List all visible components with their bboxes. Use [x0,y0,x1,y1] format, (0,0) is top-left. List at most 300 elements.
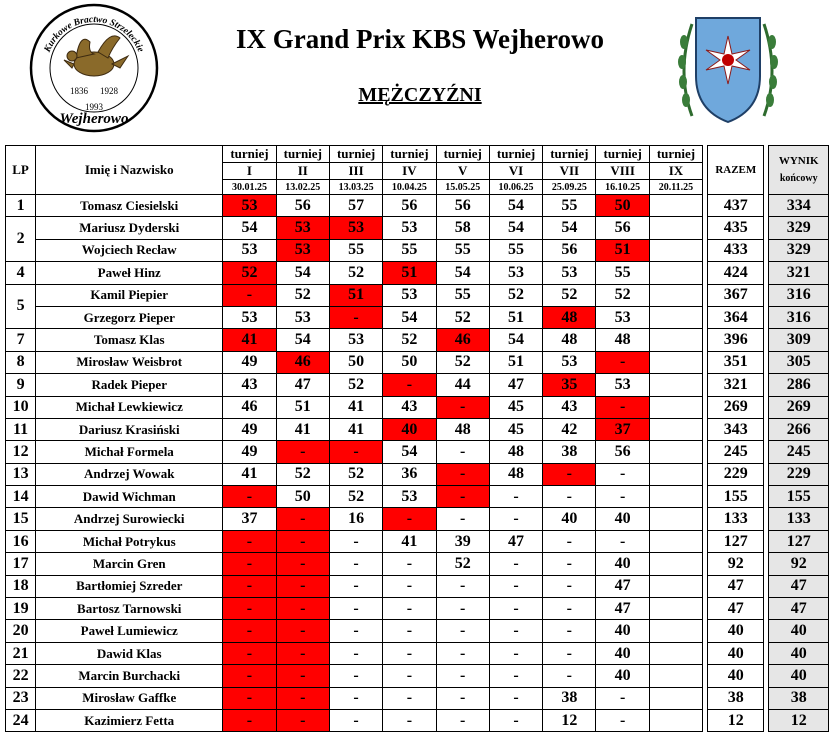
razem-cell: 424 [708,262,764,284]
tournament-date: 13.03.25 [329,180,382,195]
score-cell: 52 [276,284,329,306]
score-cell: - [329,306,382,328]
score-cell: - [329,709,382,731]
lp-header: LP [6,146,36,195]
score-cell [649,665,702,687]
score-cell: - [489,508,542,530]
player-name: Mirosław Weisbrot [36,351,223,373]
table-row [6,553,829,575]
wynik-cell: 309 [769,329,829,351]
rank-cell: 15 [6,508,36,530]
player-name: Paweł Lumiewicz [36,620,223,642]
tournament-label: turniej [543,146,596,163]
rank-cell: 18 [6,575,36,597]
score-cell: - [223,620,276,642]
table-row [6,665,829,687]
score-cell: 40 [596,665,649,687]
score-cell: 53 [276,217,329,239]
score-cell: - [543,463,596,485]
wynik-header-line1: WYNIK [778,155,819,167]
tournament-date: 10.04.25 [383,180,436,195]
rank-cell: 17 [6,553,36,575]
score-cell: 53 [383,486,436,508]
score-cell: 53 [383,284,436,306]
wejherowo-coat-of-arms-icon [670,2,786,132]
rank-cell: 10 [6,396,36,418]
score-cell: 41 [223,329,276,351]
score-cell: 55 [489,239,542,261]
score-cell [649,418,702,440]
wynik-cell: 38 [769,687,829,709]
score-cell: 53 [329,329,382,351]
score-cell: - [543,642,596,664]
page-title: IX Grand Prix KBS Wejherowo [235,24,605,54]
score-cell: - [276,687,329,709]
player-name: Grzegorz Pieper [36,306,223,328]
score-cell: - [276,553,329,575]
score-cell: 55 [383,239,436,261]
player-name: Dawid Wichman [36,486,223,508]
player-name: Paweł Hinz [36,262,223,284]
player-name: Kamil Piepier [36,284,223,306]
name-header: Imię i Nazwisko [36,146,223,195]
table-row [6,374,829,396]
wynik-cell: 92 [769,553,829,575]
razem-cell: 47 [708,575,764,597]
score-cell: - [596,709,649,731]
score-cell: 53 [223,306,276,328]
razem-cell: 351 [708,351,764,373]
score-cell: - [436,575,489,597]
wynik-cell: 40 [769,642,829,664]
score-cell [649,553,702,575]
score-cell: 40 [383,418,436,440]
rank-cell: 22 [6,665,36,687]
table-row [6,575,829,597]
score-cell: 50 [329,351,382,373]
score-cell: 43 [223,374,276,396]
score-cell [649,575,702,597]
table-row [6,687,829,709]
razem-cell: 155 [708,486,764,508]
score-cell: - [223,642,276,664]
score-cell: - [436,441,489,463]
score-cell: 46 [223,396,276,418]
score-cell: - [543,486,596,508]
score-cell: - [383,598,436,620]
score-cell: - [543,598,596,620]
rank-cell: 14 [6,486,36,508]
razem-cell: 47 [708,598,764,620]
table-row [6,418,829,440]
score-cell: 37 [223,508,276,530]
tournament-label: turniej [383,146,436,163]
tournament-number: IV [383,163,436,180]
score-cell: - [543,665,596,687]
score-cell: 53 [596,306,649,328]
score-cell: 51 [383,262,436,284]
score-cell [649,598,702,620]
score-cell: - [329,441,382,463]
player-name: Marcin Burchacki [36,665,223,687]
score-cell: - [329,665,382,687]
score-cell: 52 [329,374,382,396]
score-cell: 41 [223,463,276,485]
rank-cell: 4 [6,262,36,284]
score-cell: 54 [489,217,542,239]
score-cell: 53 [276,239,329,261]
table-row [6,217,829,239]
rank-cell: 13 [6,463,36,485]
tournament-number: I [223,163,276,180]
score-cell: 53 [223,239,276,261]
score-cell: 39 [436,530,489,552]
tournament-number: VII [543,163,596,180]
score-cell: - [489,598,542,620]
score-cell: 52 [329,262,382,284]
score-cell [649,486,702,508]
razem-cell: 433 [708,239,764,261]
results-table [5,145,829,732]
table-row [6,463,829,485]
score-cell: 46 [276,351,329,373]
score-cell: - [543,575,596,597]
razem-cell: 92 [708,553,764,575]
table-row [6,598,829,620]
razem-cell: 127 [708,530,764,552]
tournament-number: V [436,163,489,180]
player-name: Tomasz Klas [36,329,223,351]
score-cell [649,239,702,261]
score-cell: - [596,351,649,373]
score-cell: 58 [436,217,489,239]
score-cell: 41 [329,418,382,440]
table-row [6,351,829,373]
score-cell: 53 [596,374,649,396]
wynik-cell: 286 [769,374,829,396]
score-cell: - [223,486,276,508]
score-cell [649,306,702,328]
score-cell: 52 [489,284,542,306]
score-cell: - [383,575,436,597]
score-cell [649,374,702,396]
score-cell: 51 [329,284,382,306]
score-cell: - [223,284,276,306]
score-cell: 47 [489,530,542,552]
score-cell: 52 [329,486,382,508]
score-cell: - [489,709,542,731]
tournament-label: turniej [223,146,276,163]
tournament-date: 25.09.25 [543,180,596,195]
score-cell: - [596,530,649,552]
wynik-cell: 47 [769,575,829,597]
player-name: Andrzej Wowak [36,463,223,485]
score-cell: - [223,709,276,731]
score-cell: 52 [436,553,489,575]
player-name: Dawid Klas [36,642,223,664]
score-cell: 49 [223,351,276,373]
score-cell: 51 [489,351,542,373]
score-cell: 49 [223,441,276,463]
rank-cell: 23 [6,687,36,709]
wynik-header [769,146,829,195]
score-cell: 48 [436,418,489,440]
score-cell: - [276,709,329,731]
score-cell [649,687,702,709]
player-name: Andrzej Surowiecki [36,508,223,530]
score-cell: 53 [329,217,382,239]
wynik-cell: 305 [769,351,829,373]
score-cell: - [436,396,489,418]
rank-cell: 21 [6,642,36,664]
score-cell: 43 [383,396,436,418]
table-row [6,508,829,530]
table-row [6,441,829,463]
score-cell: - [329,553,382,575]
score-cell: - [436,642,489,664]
score-cell: 53 [223,195,276,217]
seal-year-bottom: 1993 [85,102,103,112]
table-row [6,709,829,731]
score-cell: 54 [383,441,436,463]
score-cell: - [436,598,489,620]
score-cell [649,217,702,239]
seal-top-text: Kurkowe Bractwo Strzeleckie [42,14,146,54]
score-cell: 56 [383,195,436,217]
score-cell: 40 [596,553,649,575]
score-cell: - [596,687,649,709]
score-cell: 40 [596,508,649,530]
wynik-cell: 334 [769,195,829,217]
score-cell: - [489,575,542,597]
score-cell: - [276,642,329,664]
score-cell: - [543,530,596,552]
score-cell: - [383,642,436,664]
score-cell: 50 [276,486,329,508]
score-cell: 52 [383,329,436,351]
tournament-number: VIII [596,163,649,180]
rank-cell: 8 [6,351,36,373]
score-cell: - [383,553,436,575]
score-cell: - [223,553,276,575]
score-cell: 48 [596,329,649,351]
score-cell: 53 [383,217,436,239]
score-cell: 51 [276,396,329,418]
score-cell: - [329,575,382,597]
score-cell: 56 [436,195,489,217]
score-cell: - [383,665,436,687]
score-cell: - [223,598,276,620]
razem-cell: 396 [708,329,764,351]
tournament-label: turniej [596,146,649,163]
player-name: Dariusz Krasiński [36,418,223,440]
wynik-cell: 127 [769,530,829,552]
score-cell: - [489,687,542,709]
wynik-header-line2: końcowy [779,173,818,184]
score-cell: - [383,620,436,642]
wynik-cell: 155 [769,486,829,508]
score-cell: - [223,687,276,709]
tournament-date: 20.11.25 [649,180,702,195]
player-name: Michał Lewkiewicz [36,396,223,418]
score-cell: 51 [489,306,542,328]
rank-cell: 19 [6,598,36,620]
score-cell: - [543,620,596,642]
table-row [6,262,829,284]
score-cell: - [223,530,276,552]
score-cell: 54 [276,329,329,351]
score-cell: 52 [436,306,489,328]
score-cell: 43 [543,396,596,418]
score-cell: 52 [276,463,329,485]
score-cell: 40 [596,620,649,642]
score-cell [649,441,702,463]
score-cell [649,530,702,552]
score-cell: 48 [543,329,596,351]
tournament-number: VI [489,163,542,180]
score-cell: - [383,508,436,530]
score-cell [649,351,702,373]
wynik-cell: 12 [769,709,829,731]
table-row [6,195,829,217]
score-cell: 48 [489,463,542,485]
score-cell: 54 [436,262,489,284]
score-cell: 50 [596,195,649,217]
rank-cell: 11 [6,418,36,440]
score-cell: 52 [596,284,649,306]
score-cell: - [276,598,329,620]
razem-cell: 364 [708,306,764,328]
tournament-label: turniej [276,146,329,163]
table-row [6,620,829,642]
score-cell: 42 [543,418,596,440]
razem-cell: 321 [708,374,764,396]
score-cell: 56 [596,217,649,239]
score-cell: 41 [383,530,436,552]
score-cell: 47 [596,598,649,620]
rank-cell: 5 [6,284,36,329]
tournament-label: turniej [329,146,382,163]
score-cell: - [543,553,596,575]
wynik-cell: 269 [769,396,829,418]
score-cell: - [436,687,489,709]
rank-cell: 7 [6,329,36,351]
razem-header: RAZEM [708,146,764,195]
score-cell: - [329,598,382,620]
score-cell: - [276,620,329,642]
score-cell: - [383,709,436,731]
rank-cell: 24 [6,709,36,731]
razem-cell: 435 [708,217,764,239]
score-cell: - [436,620,489,642]
score-cell [649,396,702,418]
rank-cell: 16 [6,530,36,552]
score-cell: 40 [543,508,596,530]
score-cell: 56 [596,441,649,463]
razem-cell: 245 [708,441,764,463]
table-row [6,239,829,261]
player-name: Mariusz Dyderski [36,217,223,239]
score-cell: - [329,620,382,642]
razem-cell: 12 [708,709,764,731]
score-cell: 56 [543,239,596,261]
kbs-club-seal-icon [28,2,160,134]
score-cell: - [436,463,489,485]
player-name: Bartosz Tarnowski [36,598,223,620]
score-cell: 54 [489,195,542,217]
razem-cell: 269 [708,396,764,418]
razem-cell: 133 [708,508,764,530]
score-cell: 52 [329,463,382,485]
score-cell: 49 [223,418,276,440]
score-cell: 54 [223,217,276,239]
score-cell: - [276,530,329,552]
score-cell [649,463,702,485]
tournament-number: III [329,163,382,180]
wynik-cell: 316 [769,306,829,328]
score-cell: 16 [329,508,382,530]
score-cell: 56 [276,195,329,217]
score-cell: 47 [489,374,542,396]
wynik-cell: 266 [769,418,829,440]
rank-cell: 1 [6,195,36,217]
wynik-cell: 133 [769,508,829,530]
header-row [6,146,829,163]
score-cell: 47 [596,575,649,597]
score-cell: 45 [489,396,542,418]
score-cell: 53 [543,262,596,284]
tournament-date: 15.05.25 [436,180,489,195]
tournament-date: 10.06.25 [489,180,542,195]
score-cell: 52 [543,284,596,306]
tournament-number: IX [649,163,702,180]
player-name: Bartłomiej Szreder [36,575,223,597]
wynik-cell: 329 [769,217,829,239]
table-row [6,329,829,351]
score-cell: - [489,553,542,575]
score-cell [649,709,702,731]
score-cell: 55 [436,239,489,261]
score-cell: - [596,486,649,508]
score-cell: 38 [543,687,596,709]
wynik-cell: 40 [769,620,829,642]
score-cell: 54 [543,217,596,239]
player-name: Wojciech Recław [36,239,223,261]
score-cell: 40 [596,642,649,664]
score-cell: - [489,665,542,687]
seal-year-right: 1928 [100,86,118,96]
wynik-cell: 40 [769,665,829,687]
table-row [6,642,829,664]
tournament-label: turniej [649,146,702,163]
seal-city: Wejherowo [59,111,129,127]
table-row [6,306,829,328]
razem-cell: 343 [708,418,764,440]
score-cell: 54 [276,262,329,284]
score-cell: 52 [223,262,276,284]
score-cell [649,508,702,530]
player-name: Kazimierz Fetta [36,709,223,731]
rank-cell: 12 [6,441,36,463]
score-cell: 50 [383,351,436,373]
wynik-cell: 229 [769,463,829,485]
score-cell: - [436,486,489,508]
wynik-cell: 245 [769,441,829,463]
tournament-label: turniej [489,146,542,163]
score-cell: - [596,463,649,485]
score-cell: 12 [543,709,596,731]
score-cell: 52 [436,351,489,373]
